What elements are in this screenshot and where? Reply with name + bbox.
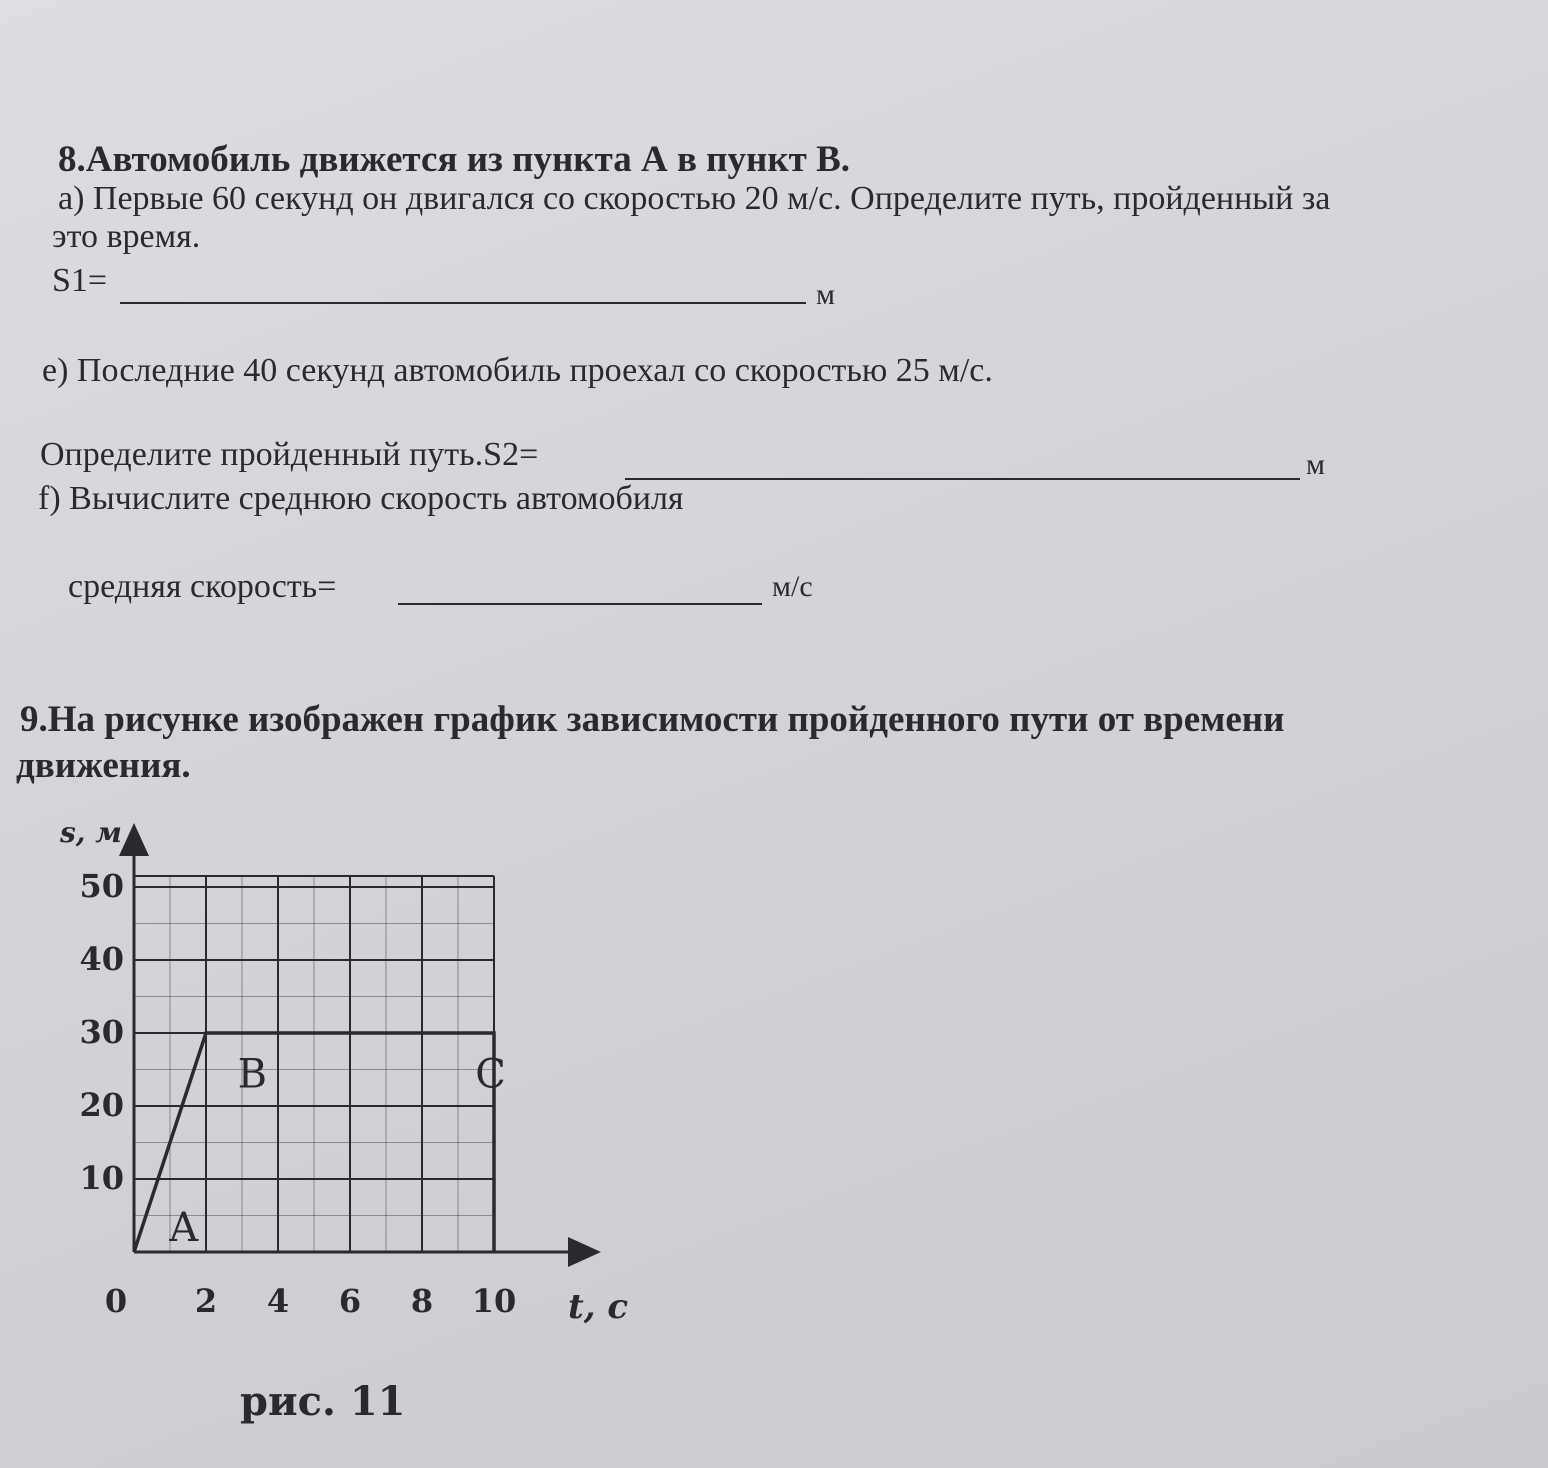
x-tick-label: 10 [471,1282,517,1320]
x-tick-label: 8 [410,1282,434,1320]
figure-caption: рис. 11 [240,1378,406,1425]
avg-speed-label: средняя скорость= [68,568,337,605]
problem-8-e-line: е) Последние 40 секунд автомобиль проехал со скоростью 25 м/с. [42,352,993,389]
s2-unit: м [1306,448,1325,481]
problem-9-title-line1: 9.На рисунке изображен график зависимости пройденного пути от времени [20,699,1285,740]
y-tick-label: 30 [79,1013,124,1051]
x-tick-label: 2 [194,1282,218,1320]
avg-speed-unit: м/с [772,570,813,603]
y-tick-label: 10 [79,1159,124,1197]
y-tick-label: 20 [79,1086,124,1124]
problem-8-a-line1: а) Первые 60 секунд он двигался со скоростью 20 м/с. Определите путь, пройденный за [58,180,1331,217]
s1-label: S1= [52,262,108,299]
x-tick-label: 4 [266,1282,290,1320]
problem-8-f-line: f) Вычислите среднюю скорость автомобиля [38,480,684,517]
point-label-c: C [475,1051,506,1098]
chart-grid [134,876,494,1252]
chart-labels [59,816,628,1327]
problem-9-title-line2: движения. [16,745,191,786]
point-label-b: B [237,1051,268,1098]
point-label-a: A [169,1204,199,1251]
problem-8-a-line2: это время. [52,218,201,255]
y-axis-label: s, м [60,816,122,849]
y-tick-label: 40 [79,940,124,978]
s2-label: Определите пройденный путь.S2= [40,436,539,473]
y-tick-label: 50 [79,867,124,905]
x-tick-label: 0 [104,1282,128,1320]
s1-unit: м [816,278,835,311]
x-tick-label: 6 [338,1282,362,1320]
problem-8-title: 8.Автомобиль движется из пункта А в пункт В. [58,139,850,180]
x-axis-label: t, с [568,1287,629,1327]
